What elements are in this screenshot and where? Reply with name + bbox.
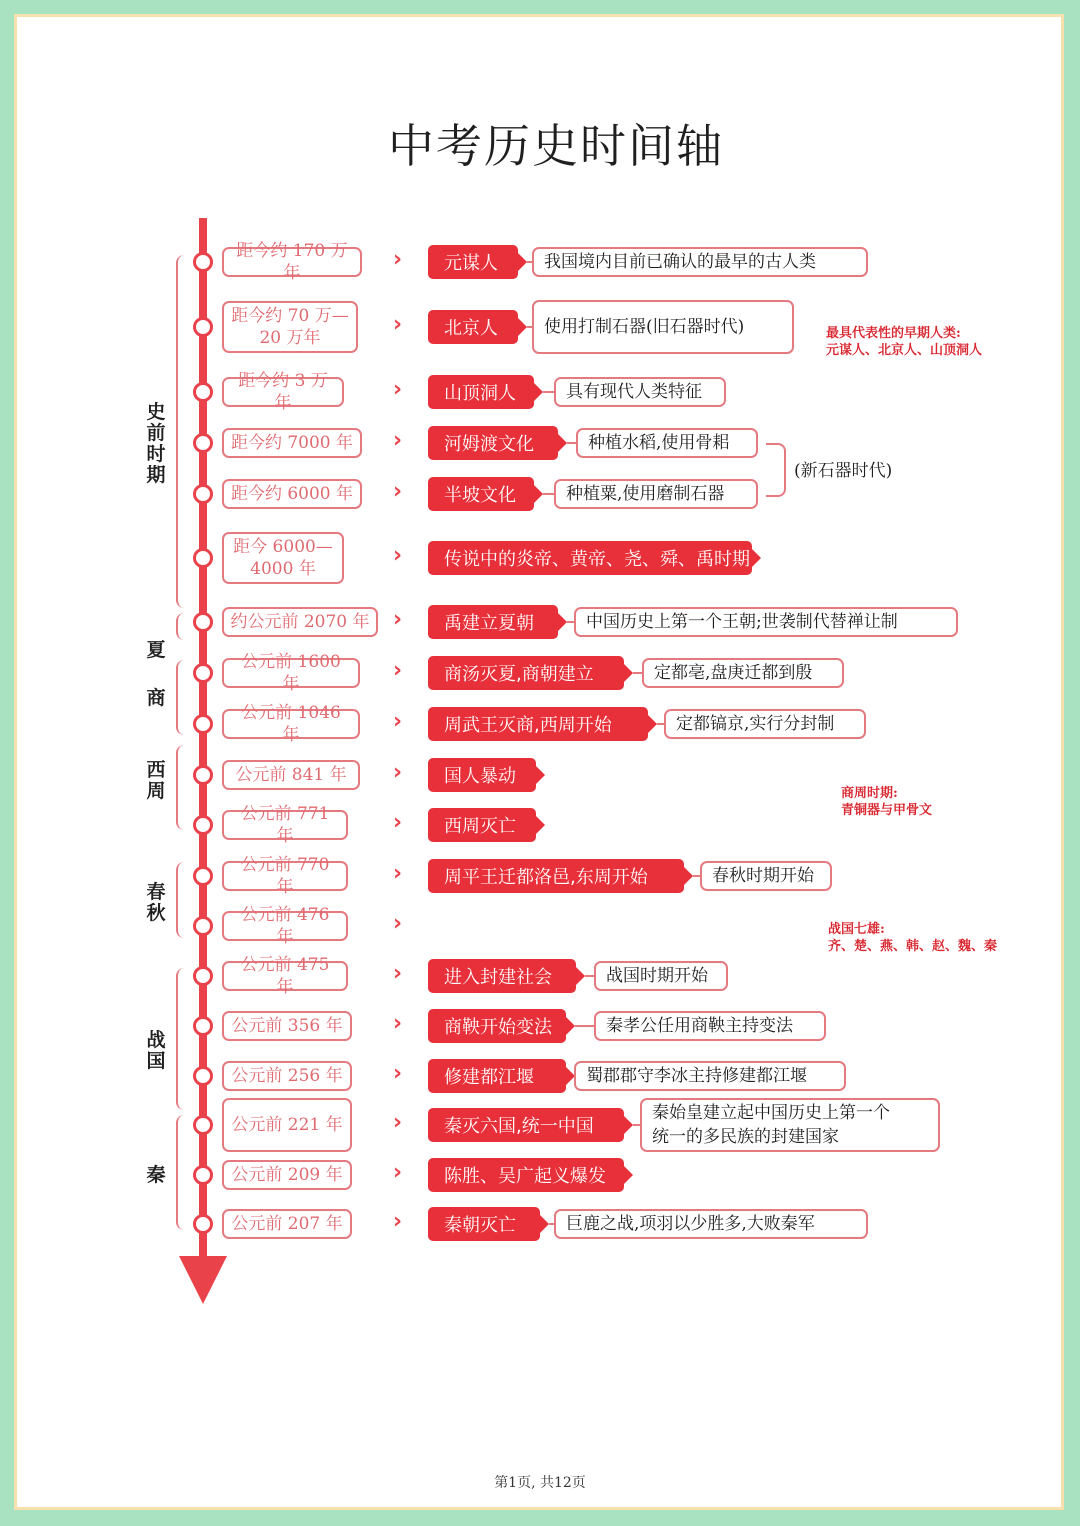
event-label: 陈胜、吴广起义爆发 — [428, 1158, 624, 1192]
event-label: 周平王迁都洛邑,东周开始 — [428, 859, 684, 893]
event-description: 秦孝公任用商鞅主持变法 — [594, 1011, 826, 1041]
chevron-right-icon: › — [393, 1110, 403, 1135]
chevron-right-icon: › — [393, 810, 403, 835]
date-label: 距今约 7000 年 — [222, 428, 362, 458]
event-label: 北京人 — [428, 310, 518, 344]
event-description: 秦始皇建立起中国历史上第一个 统一的多民族的封建国家 — [640, 1098, 940, 1152]
event-connector — [585, 975, 594, 977]
timeline-node — [193, 1115, 213, 1135]
date-label: 公元前 356 年 — [222, 1011, 352, 1041]
chevron-right-icon: › — [393, 543, 403, 568]
date-label: 距今 6000— 4000 年 — [222, 532, 344, 584]
timeline-arrow-icon — [179, 1256, 227, 1304]
timeline-node — [193, 548, 213, 568]
event-connector — [543, 391, 554, 393]
event-description: 战国时期开始 — [594, 961, 728, 991]
chevron-right-icon: › — [393, 1160, 403, 1185]
timeline-node — [193, 612, 213, 632]
timeline-node — [193, 1016, 213, 1036]
neolithic-bracket — [766, 443, 786, 497]
date-label: 公元前 256 年 — [222, 1061, 352, 1091]
chevron-right-icon: › — [393, 607, 403, 632]
period-brace — [176, 660, 188, 735]
note-warring-states: 战国七雄: 齐、楚、燕、韩、赵、魏、秦 — [828, 922, 998, 954]
chevron-right-icon: › — [393, 1209, 403, 1234]
event-label: 河姆渡文化 — [428, 426, 558, 460]
date-label: 公元前 770 年 — [222, 861, 348, 891]
note-shang-zhou: 商周时期: 青铜器与甲骨文 — [841, 786, 933, 818]
neolithic-label: (新石器时代) — [794, 461, 893, 481]
timeline-node — [193, 252, 213, 272]
event-connector — [567, 621, 574, 623]
timeline-node — [193, 1066, 213, 1086]
date-label: 公元前 771 年 — [222, 810, 348, 840]
event-label: 传说中的炎帝、黄帝、尧、舜、禹时期 — [428, 541, 752, 575]
date-label: 距今约 70 万— 20 万年 — [222, 301, 358, 353]
event-connector — [633, 672, 642, 674]
chevron-right-icon: › — [393, 911, 403, 936]
note-early-humans: 最具代表性的早期人类: 元谋人、北京人、山顶洞人 — [826, 326, 983, 358]
period-label: 商 — [146, 687, 166, 709]
chevron-right-icon: › — [393, 377, 403, 402]
chevron-right-icon: › — [393, 961, 403, 986]
period-brace — [176, 968, 188, 1110]
timeline-node — [193, 382, 213, 402]
period-label: 西周 — [146, 759, 166, 802]
period-brace — [176, 1115, 188, 1230]
timeline-node — [193, 663, 213, 683]
timeline-node — [193, 916, 213, 936]
chevron-right-icon: › — [393, 760, 403, 785]
timeline-node — [193, 1214, 213, 1234]
date-label: 公元前 207 年 — [222, 1209, 352, 1239]
chevron-right-icon: › — [393, 861, 403, 886]
date-label: 距今约 3 万年 — [222, 377, 344, 407]
date-label: 公元前 209 年 — [222, 1160, 352, 1190]
event-description: 春秋时期开始 — [700, 861, 832, 891]
date-label: 公元前 841 年 — [222, 760, 360, 790]
period-label: 春秋 — [146, 881, 166, 924]
event-description: 种植粟,使用磨制石器 — [554, 479, 758, 509]
event-description: 中国历史上第一个王朝;世袭制代替禅让制 — [574, 607, 958, 637]
timeline-node — [193, 966, 213, 986]
chevron-right-icon: › — [393, 247, 403, 272]
period-label: 史前时期 — [146, 401, 166, 486]
period-brace — [176, 255, 188, 608]
event-connector — [693, 875, 700, 877]
event-connector — [633, 1124, 640, 1126]
date-label: 距今约 6000 年 — [222, 479, 362, 509]
page-footer: 第1页, 共12页 — [494, 1475, 586, 1491]
event-connector — [567, 442, 576, 444]
page-title: 中考历史时间轴 — [388, 119, 724, 173]
timeline-node — [193, 317, 213, 337]
event-connector — [575, 1025, 594, 1027]
timeline-node — [193, 1165, 213, 1185]
event-description: 巨鹿之战,项羽以少胜多,大败秦军 — [554, 1209, 868, 1239]
timeline-node — [193, 765, 213, 785]
page-sheet — [14, 14, 1064, 1510]
date-label: 约公元前 2070 年 — [222, 607, 378, 637]
timeline-axis — [199, 218, 207, 1270]
chevron-right-icon: › — [393, 312, 403, 337]
event-label: 禹建立夏朝 — [428, 605, 558, 639]
event-description: 我国境内目前已确认的最早的古人类 — [532, 247, 868, 277]
event-label: 秦灭六国,统一中国 — [428, 1108, 624, 1142]
chevron-right-icon: › — [393, 428, 403, 453]
event-description: 具有现代人类特征 — [554, 377, 726, 407]
event-label: 周武王灭商,西周开始 — [428, 707, 648, 741]
event-connector — [657, 723, 664, 725]
event-label: 秦朝灭亡 — [428, 1207, 540, 1241]
date-label: 公元前 221 年 — [222, 1098, 352, 1152]
chevron-right-icon: › — [393, 479, 403, 504]
event-description: 使用打制石器(旧石器时代) — [532, 300, 794, 354]
event-label: 进入封建社会 — [428, 959, 576, 993]
date-label: 距今约 170 万年 — [222, 247, 362, 277]
timeline-node — [193, 714, 213, 734]
event-description: 蜀郡郡守李冰主持修建都江堰 — [574, 1061, 846, 1091]
event-description: 种植水稻,使用骨耜 — [576, 428, 758, 458]
period-brace — [176, 613, 188, 640]
date-label: 公元前 475 年 — [222, 961, 348, 991]
chevron-right-icon: › — [393, 658, 403, 683]
event-label: 半坡文化 — [428, 477, 534, 511]
chevron-right-icon: › — [393, 1011, 403, 1036]
date-label: 公元前 476 年 — [222, 911, 348, 941]
event-label: 山顶洞人 — [428, 375, 534, 409]
event-description: 定都镐京,实行分封制 — [664, 709, 866, 739]
event-connector — [543, 493, 554, 495]
date-label: 公元前 1046 年 — [222, 709, 360, 739]
event-label: 商鞅开始变法 — [428, 1009, 566, 1043]
period-brace — [176, 745, 188, 830]
event-description: 定都亳,盘庚迁都到殷 — [642, 658, 844, 688]
timeline-node — [193, 433, 213, 453]
event-label: 商汤灭夏,商朝建立 — [428, 656, 624, 690]
chevron-right-icon: › — [393, 709, 403, 734]
timeline-node — [193, 866, 213, 886]
event-label: 修建都江堰 — [428, 1059, 566, 1093]
period-brace — [176, 862, 188, 938]
event-label: 元谋人 — [428, 245, 518, 279]
event-label: 西周灭亡 — [428, 808, 536, 842]
timeline-node — [193, 815, 213, 835]
timeline-node — [193, 484, 213, 504]
period-label: 夏 — [146, 639, 166, 661]
date-label: 公元前 1600 年 — [222, 658, 360, 688]
period-label: 战国 — [146, 1029, 166, 1072]
event-label: 国人暴动 — [428, 758, 536, 792]
period-label: 秦 — [146, 1164, 166, 1186]
chevron-right-icon: › — [393, 1061, 403, 1086]
